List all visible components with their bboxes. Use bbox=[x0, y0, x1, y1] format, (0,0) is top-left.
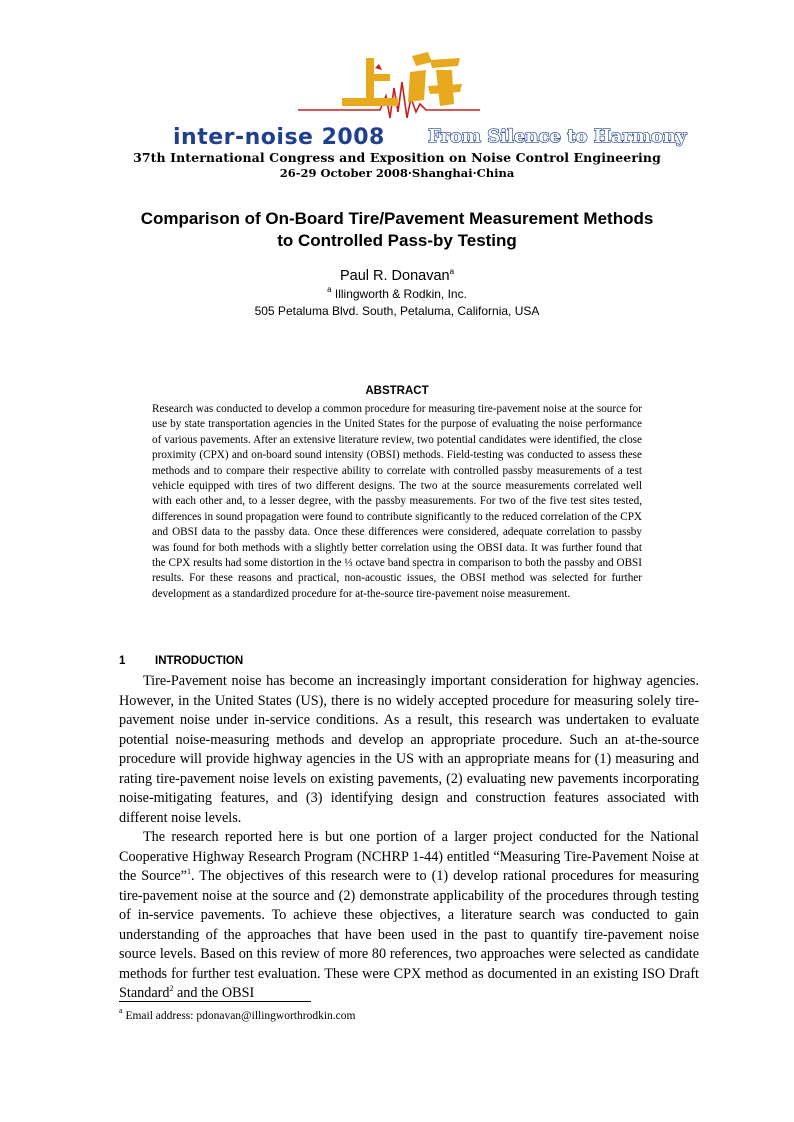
logo-motto: From Silence to Harmony bbox=[428, 126, 687, 147]
author-name: Paul R. Donavan bbox=[339, 268, 450, 284]
paper-title-line1: Comparison of On-Board Tire/Pavement Measurement Methods bbox=[140, 209, 654, 228]
section-number: 1 bbox=[119, 655, 126, 667]
affiliation: Illingworth & Rodkin, Inc. bbox=[334, 287, 467, 301]
congress-dates: 26-29 October 2008·Shanghai·China bbox=[279, 166, 515, 180]
paper-title bbox=[100, 208, 694, 252]
footnote bbox=[119, 1006, 356, 1022]
introduction-body bbox=[119, 672, 699, 1004]
intro-p2-part-b: . The objectives of this research were to (1) develop rational procedures for measuring tire-pavement noise at the source and (2) demonstrate applicability of the procedures through testing of in-service pavements. To achieve these objectives, a literature search was conducted to gain understanding of the approaches that have been used in the past to quantify tire-pavement noise source levels. Based on this review of more 80 references, two approaches were selected as candidate methods for further test evaluation. These were CPX method as documented in an existing ISO Draft Standard bbox=[119, 868, 700, 1001]
footnote-sup: a bbox=[119, 1006, 123, 1015]
citation-sup-2: 2 bbox=[169, 984, 174, 993]
affiliation-line bbox=[100, 286, 694, 303]
citation-sup-1: 1 bbox=[186, 867, 191, 876]
section-title: INTRODUCTION bbox=[155, 655, 244, 667]
congress-title: 37th International Congress and Exposition on Noise Control Engineering bbox=[133, 150, 661, 165]
address: 505 Petaluma Blvd. South, Petaluma, California, USA bbox=[254, 304, 540, 318]
logo-wordmark: inter-noise 2008 bbox=[173, 125, 385, 150]
affiliation-sup: a bbox=[327, 285, 332, 294]
author-sup: a bbox=[449, 267, 455, 276]
intro-paragraph-1: Tire-Pavement noise has become an increasingly important consideration for highway agencies. However, in the United States (US), there is no widely accepted procedure for measuring solely tire-pavement noise under in-service conditions. As a result, this research was undertaken to evaluate potential noise-measuring methods and develop an appropriate procedure. Such an at-the-source procedure will provide highway agencies in the US with an appropriate means for (1) measuring and rating tire-pavement noise levels on existing pavements, (2) evaluating new pavements incorporating noise-mitigating features, and (3) identifying design and construction features associated with different noise levels. bbox=[119, 673, 699, 826]
intro-p2-part-a: The research reported here is but one portion of a larger project conducted for the National Cooperative Highway Research Program (NCHRP 1-44) entitled “Measuring Tire-Pavement Noise at the Source” bbox=[119, 829, 699, 884]
conference-logo-graphic bbox=[0, 0, 794, 150]
abstract-heading: ABSTRACT bbox=[365, 385, 429, 397]
footnote-text: Email address: pdonavan@illingworthrodkin.com bbox=[125, 1010, 356, 1022]
intro-p2-part-c: and the OBSI bbox=[173, 985, 255, 1001]
intro-paragraph-2 bbox=[119, 828, 699, 1004]
section-heading bbox=[119, 655, 243, 667]
small-red-mark bbox=[375, 64, 382, 70]
author-name-line bbox=[100, 266, 694, 286]
author-block bbox=[100, 266, 694, 320]
footnote-rule bbox=[119, 1001, 311, 1002]
shanghai-calligraphy-mark bbox=[342, 52, 462, 106]
paper-title-line2: to Controlled Pass-by Testing bbox=[277, 231, 517, 250]
abstract-text: Research was conducted to develop a common procedure for measuring tire-pavement noise at the source for use by state transportation agencies in the United States for the purpose of evaluating the noise performance of various pavements. After an extensive literature review, two potential candidates were identified, the close proximity (CPX) and on-board sound intensity (OBSI) methods. Field-testing was conducted to assess these methods and to compare their respective ability to correlate with controlled passby measurements of a test vehicle equipped with tires of two different designs. The two at the source measurements correlated well with each other and, to a lesser degree, with the passby measurements. For two of the five test sites tested, differences in sound propagation were found to contribute significantly to the reduced correlation of the CPX and OBSI data to the passby data. Once these differences were considered, adequate correlation to passby was found for both methods with a slightly better correlation using the OBSI data. It was further found that the CPX results had some distortion in the ⅓ octave band spectra in comparison to both the passby and OBSI results. For these reasons and practical, non-acoustic issues, the OBSI method was selected for further development as a standardized procedure for at-the-source tire-pavement noise measurement. bbox=[152, 403, 642, 600]
